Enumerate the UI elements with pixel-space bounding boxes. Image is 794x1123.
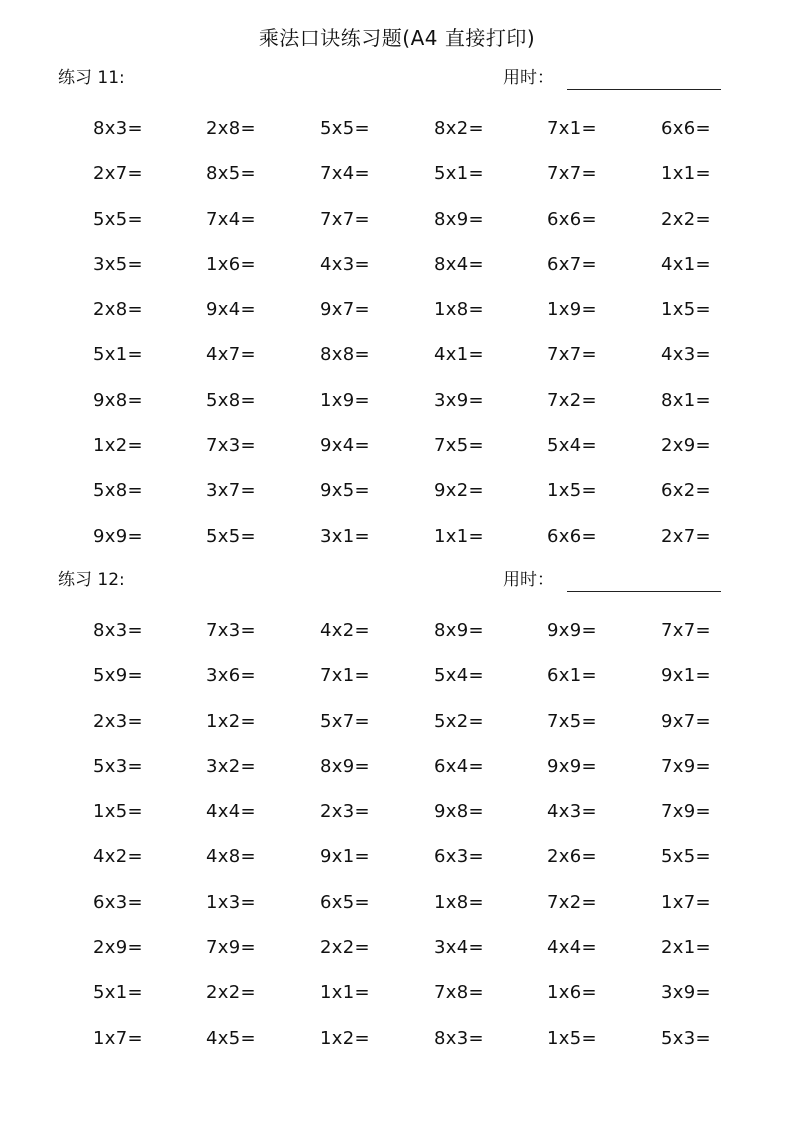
multiplication-problem: 9x9= xyxy=(547,755,597,777)
multiplication-problem: 5x8= xyxy=(206,389,256,411)
multiplication-problem: 7x2= xyxy=(547,891,597,913)
time-answer-line[interactable] xyxy=(567,591,721,592)
multiplication-problem: 6x3= xyxy=(434,846,484,868)
multiplication-problem: 3x9= xyxy=(434,389,484,411)
multiplication-problem: 7x1= xyxy=(547,118,597,139)
multiplication-problem: 9x4= xyxy=(320,435,370,457)
multiplication-problem: 6x1= xyxy=(547,665,597,687)
multiplication-problem: 5x7= xyxy=(320,710,370,732)
multiplication-problem: 6x6= xyxy=(547,525,597,547)
multiplication-problem: 8x9= xyxy=(434,620,484,641)
multiplication-problem: 1x7= xyxy=(661,891,711,913)
multiplication-problem: 1x6= xyxy=(206,253,256,275)
multiplication-problem: 9x7= xyxy=(661,710,711,732)
multiplication-problem: 8x1= xyxy=(661,389,711,411)
section-header xyxy=(0,568,794,594)
multiplication-problem: 9x1= xyxy=(661,665,711,687)
time-label: 用时： xyxy=(503,570,554,590)
multiplication-problem: 9x8= xyxy=(434,801,484,823)
problem-row xyxy=(0,754,794,799)
multiplication-problem: 4x7= xyxy=(206,344,256,366)
problem-row xyxy=(0,844,794,889)
problem-row xyxy=(0,935,794,980)
multiplication-problem: 1x2= xyxy=(320,1027,370,1049)
multiplication-problem: 8x3= xyxy=(93,620,143,641)
multiplication-problem: 5x8= xyxy=(93,480,143,502)
page-title: 乘法口诀练习题(A4 直接打印) xyxy=(258,26,536,50)
problem-grid xyxy=(0,116,794,569)
multiplication-problem: 3x7= xyxy=(206,480,256,502)
time-answer-line[interactable] xyxy=(567,89,721,90)
section-header xyxy=(0,66,794,92)
multiplication-problem: 5x5= xyxy=(206,525,256,547)
problem-row xyxy=(0,799,794,844)
problem-grid xyxy=(0,618,794,1071)
multiplication-problem: 7x5= xyxy=(547,710,597,732)
problem-row xyxy=(0,618,794,663)
multiplication-problem: 7x7= xyxy=(547,163,597,185)
multiplication-problem: 2x9= xyxy=(661,435,711,457)
multiplication-problem: 2x8= xyxy=(93,299,143,321)
multiplication-problem: 1x2= xyxy=(206,710,256,732)
multiplication-problem: 5x1= xyxy=(434,163,484,185)
multiplication-problem: 1x8= xyxy=(434,299,484,321)
multiplication-problem: 4x3= xyxy=(661,344,711,366)
multiplication-problem: 3x2= xyxy=(206,755,256,777)
multiplication-problem: 7x1= xyxy=(320,665,370,687)
multiplication-problem: 1x5= xyxy=(547,480,597,502)
problem-row xyxy=(0,252,794,297)
multiplication-problem: 3x1= xyxy=(320,525,370,547)
multiplication-problem: 4x2= xyxy=(93,846,143,868)
problem-row xyxy=(0,1026,794,1071)
multiplication-problem: 7x5= xyxy=(434,435,484,457)
multiplication-problem: 1x3= xyxy=(206,891,256,913)
multiplication-problem: 7x4= xyxy=(320,163,370,185)
problem-row xyxy=(0,980,794,1025)
exercise-section-12 xyxy=(0,568,794,1049)
multiplication-problem: 7x7= xyxy=(661,620,711,641)
multiplication-problem: 1x1= xyxy=(661,163,711,185)
multiplication-problem: 4x5= xyxy=(206,1027,256,1049)
section-label: 练习 11: xyxy=(58,68,125,88)
multiplication-problem: 9x7= xyxy=(320,299,370,321)
multiplication-problem: 9x5= xyxy=(320,480,370,502)
problem-row xyxy=(0,709,794,754)
multiplication-problem: 1x6= xyxy=(547,982,597,1004)
multiplication-problem: 7x3= xyxy=(206,620,256,641)
problem-row xyxy=(0,478,794,523)
multiplication-problem: 2x3= xyxy=(320,801,370,823)
multiplication-problem: 2x1= xyxy=(661,937,711,959)
multiplication-problem: 1x9= xyxy=(320,389,370,411)
multiplication-problem: 5x2= xyxy=(434,710,484,732)
multiplication-problem: 7x3= xyxy=(206,435,256,457)
multiplication-problem: 9x2= xyxy=(434,480,484,502)
problem-row xyxy=(0,663,794,708)
multiplication-problem: 2x2= xyxy=(206,982,256,1004)
multiplication-problem: 7x9= xyxy=(661,755,711,777)
multiplication-problem: 9x9= xyxy=(547,620,597,641)
multiplication-problem: 3x4= xyxy=(434,937,484,959)
multiplication-problem: 7x9= xyxy=(661,801,711,823)
multiplication-problem: 1x2= xyxy=(93,435,143,457)
multiplication-problem: 1x5= xyxy=(547,1027,597,1049)
problem-row xyxy=(0,342,794,387)
multiplication-problem: 8x2= xyxy=(434,118,484,139)
multiplication-problem: 2x8= xyxy=(206,118,256,139)
multiplication-problem: 4x4= xyxy=(547,937,597,959)
multiplication-problem: 7x8= xyxy=(434,982,484,1004)
multiplication-problem: 4x2= xyxy=(320,620,370,641)
multiplication-problem: 1x7= xyxy=(93,1027,143,1049)
multiplication-problem: 5x3= xyxy=(661,1027,711,1049)
multiplication-problem: 5x5= xyxy=(93,208,143,230)
multiplication-problem: 7x2= xyxy=(547,389,597,411)
time-label: 用时： xyxy=(503,68,554,88)
multiplication-problem: 2x3= xyxy=(93,710,143,732)
multiplication-problem: 6x2= xyxy=(661,480,711,502)
multiplication-problem: 4x3= xyxy=(320,253,370,275)
multiplication-problem: 6x5= xyxy=(320,891,370,913)
multiplication-problem: 1x1= xyxy=(434,525,484,547)
multiplication-problem: 6x3= xyxy=(93,891,143,913)
multiplication-problem: 5x5= xyxy=(320,118,370,139)
multiplication-problem: 3x5= xyxy=(93,253,143,275)
multiplication-problem: 1x8= xyxy=(434,891,484,913)
multiplication-problem: 2x9= xyxy=(93,937,143,959)
multiplication-problem: 8x9= xyxy=(434,208,484,230)
multiplication-problem: 2x7= xyxy=(661,525,711,547)
multiplication-problem: 7x4= xyxy=(206,208,256,230)
multiplication-problem: 4x3= xyxy=(547,801,597,823)
multiplication-problem: 5x1= xyxy=(93,344,143,366)
multiplication-problem: 8x4= xyxy=(434,253,484,275)
problem-row xyxy=(0,207,794,252)
multiplication-problem: 9x1= xyxy=(320,846,370,868)
multiplication-problem: 6x6= xyxy=(661,118,711,139)
multiplication-problem: 5x3= xyxy=(93,755,143,777)
multiplication-problem: 7x7= xyxy=(320,208,370,230)
multiplication-problem: 4x4= xyxy=(206,801,256,823)
multiplication-problem: 6x4= xyxy=(434,755,484,777)
problem-row xyxy=(0,890,794,935)
multiplication-problem: 1x1= xyxy=(320,982,370,1004)
multiplication-problem: 8x9= xyxy=(320,755,370,777)
multiplication-problem: 1x5= xyxy=(661,299,711,321)
multiplication-problem: 5x9= xyxy=(93,665,143,687)
multiplication-problem: 8x3= xyxy=(434,1027,484,1049)
multiplication-problem: 5x4= xyxy=(547,435,597,457)
multiplication-problem: 1x9= xyxy=(547,299,597,321)
multiplication-problem: 8x5= xyxy=(206,163,256,185)
multiplication-problem: 8x3= xyxy=(93,118,143,139)
problem-row xyxy=(0,116,794,161)
multiplication-problem: 8x8= xyxy=(320,344,370,366)
multiplication-problem: 4x1= xyxy=(661,253,711,275)
problem-row xyxy=(0,433,794,478)
multiplication-problem: 2x2= xyxy=(661,208,711,230)
multiplication-problem: 2x7= xyxy=(93,163,143,185)
multiplication-problem: 4x8= xyxy=(206,846,256,868)
multiplication-problem: 9x9= xyxy=(93,525,143,547)
multiplication-problem: 3x6= xyxy=(206,665,256,687)
problem-row xyxy=(0,297,794,342)
multiplication-problem: 5x1= xyxy=(93,982,143,1004)
multiplication-problem: 4x1= xyxy=(434,344,484,366)
multiplication-problem: 5x5= xyxy=(661,846,711,868)
multiplication-problem: 5x4= xyxy=(434,665,484,687)
exercise-section-11 xyxy=(0,66,794,547)
multiplication-problem: 2x6= xyxy=(547,846,597,868)
multiplication-problem: 9x8= xyxy=(93,389,143,411)
problem-row xyxy=(0,524,794,569)
multiplication-problem: 3x9= xyxy=(661,982,711,1004)
problem-row xyxy=(0,161,794,206)
multiplication-problem: 9x4= xyxy=(206,299,256,321)
multiplication-problem: 7x9= xyxy=(206,937,256,959)
section-label: 练习 12: xyxy=(58,570,125,590)
problem-row xyxy=(0,388,794,433)
multiplication-problem: 1x5= xyxy=(93,801,143,823)
multiplication-problem: 2x2= xyxy=(320,937,370,959)
multiplication-problem: 6x7= xyxy=(547,253,597,275)
multiplication-problem: 7x7= xyxy=(547,344,597,366)
multiplication-problem: 6x6= xyxy=(547,208,597,230)
